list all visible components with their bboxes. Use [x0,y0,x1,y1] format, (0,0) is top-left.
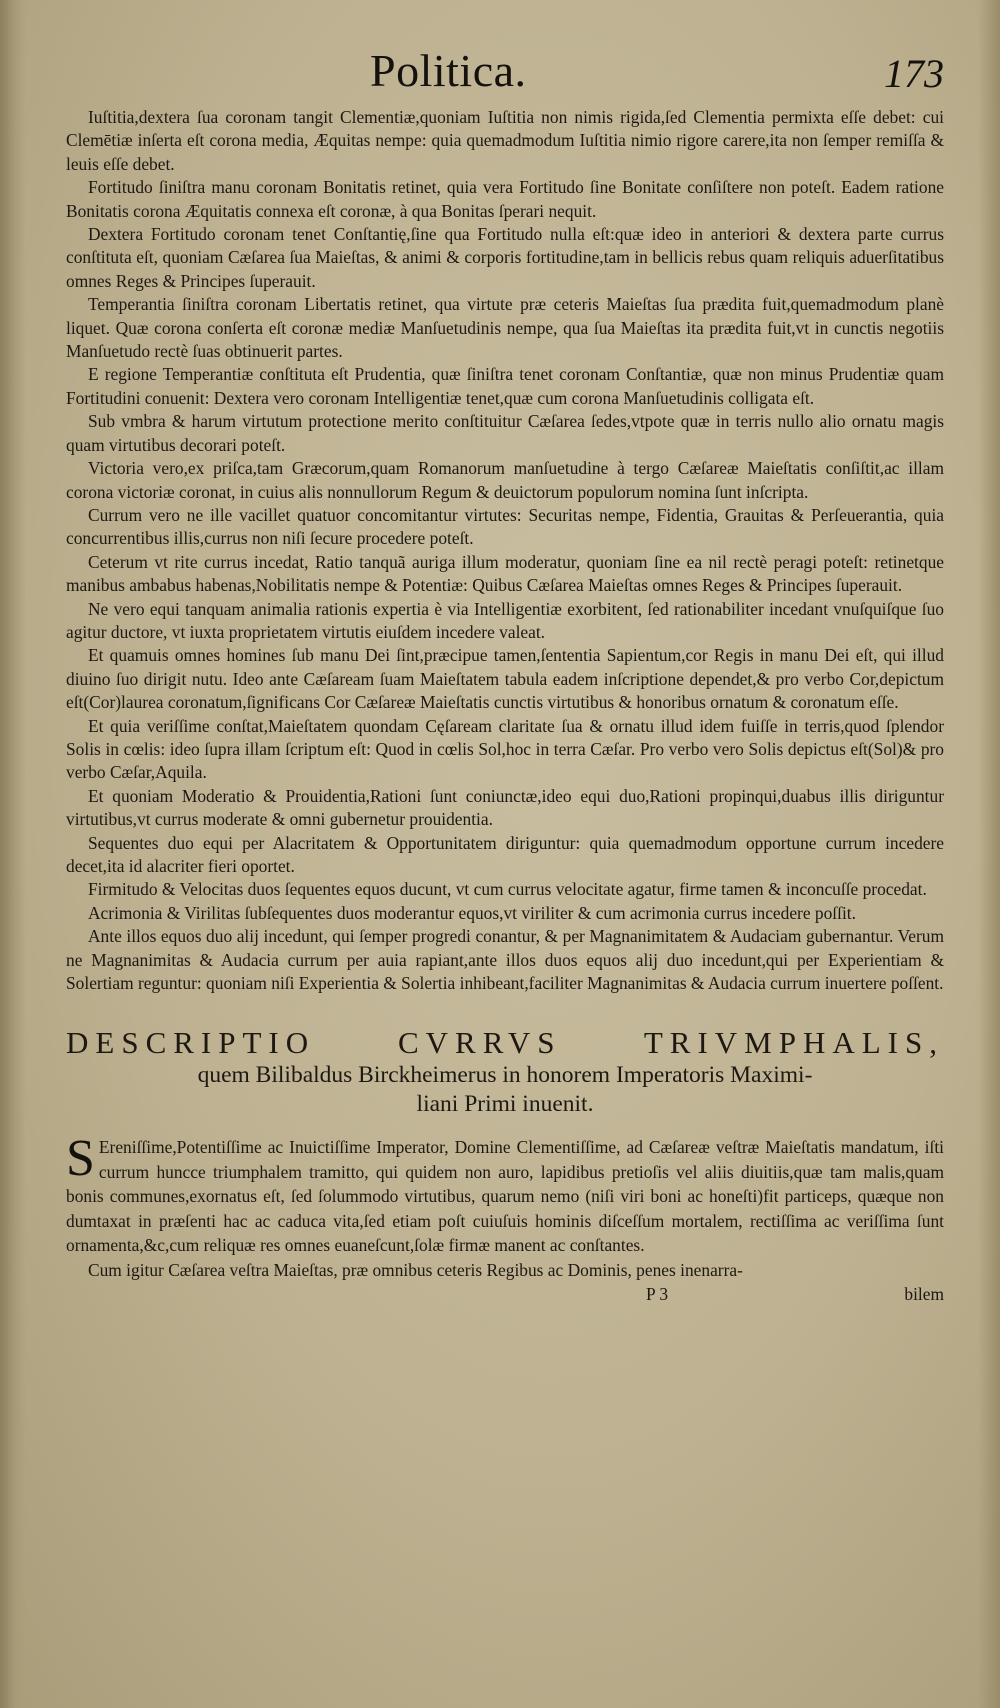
letter-paragraph-1 [66,1130,944,1258]
signature-mark: P 3 [646,1284,669,1305]
paragraph: Fortitudo ſiniſtra manu coronam Bonitatis retinet, quia vera Fortitudo ſine Bonitate conſiſtere non poteſt. Eadem ratione Bonitatis corona Æquitatis connexa eſt coronæ, à qua Bonitas ſperari nequit. [66,177,944,221]
paragraph: Firmitudo & Velocitas duos ſequentes equos ducunt, vt cum currus velocitate agatur, firme tamen & inconcuſſe procedat. [88,879,927,900]
paragraph: Dextera Fortitudo coronam tenet Conſtantię,ſine qua Fortitudo nulla eſt:quæ ideo in anteriori & dextera parte currus conſtituta eſt, quoniam Cæſarea ſua Maieſtas, & animi & corporis fortitudine,tam in bellicis rebus quam reliquis aduerſitatibus omnes Reges & Principes ſuperauit. [66,224,944,291]
section-title: DESCRIPTIO CVRRVS TRIVMPHALIS, [66,1025,944,1061]
paragraph: Victoria vero,ex priſca,tam Græcorum,quam Romanorum manſuetudine à tergo Cæſareæ Maieſtatis conſiſtit,ac illam corona victoriæ coronat, in cuius alis nonnullorum Regum & deuictorum populorum nomina ſunt inſcripta. [66,458,944,502]
page-header [66,44,944,106]
paragraph: Ceterum vt rite currus incedat, Ratio tanquã auriga illum moderatur, quoniam ſine ea nil rectè peragi poteſt: retinetque manibus ambabus habenas,Nobilitatis nempe & Potentiæ: Quibus Cæſarea Maieſtas omnes Reges & Principes ſuperauit. [66,551,944,596]
paragraph: Acrimonia & Virilitas ſubſequentes duos moderantur equos,vt viriliter & cum acrimonia currus incedere poſſit. [88,902,856,923]
paragraph: Et quoniam Moderatio & Prouidentia,Rationi ſunt coniunctæ,ideo equi duo,Rationi propinqui,duabus illis diriguntur virtutibus,vt currus moderate & omni gubernetur prouidentia. [66,785,944,830]
paragraph: Temperantia ſiniſtra coronam Libertatis retinet, qua virtute præ ceteris Maieſtas ſua prædita fuit,quemadmodum planè liquet. Quæ corona conſerta eſt coronæ mediæ Manſuetudinis nempe, qua ſua Maieſtas ita prædita fuit,vt in cunctis negotiis Manſuetudo rectè ſuas obtinuerit partes. [66,294,944,362]
section-heading [66,1025,944,1119]
paragraph: Currum vero ne ille vacillet quatuor concomitantur virtutes: Securitas nempe, Fidentia, Grauitas & Perſeuerantia, quia concurrentibus illis,currus non niſi ſecure procedere poteſt. [66,504,944,549]
running-title: Politica. [370,45,527,96]
page-edge-right [978,0,1000,1708]
catchword: bilem [904,1284,944,1305]
drop-cap: S [66,1130,95,1188]
section-subtitle-line-2: liani Primi inuenit. [416,1091,594,1118]
paragraph: Et quamuis omnes homines ſub manu Dei ſint,præcipue tamen,ſententia Sapientum,cor Regis in manu Dei eſt, qui illud diuino ſuo dirigit nutu. Ideo ante Cæſaream ſuam Maieſtatem tabula eadem inſcriptione dependet,& pro verbo Cor,depictum eſt(Cor)laurea coronatum,ſignificans Cor Cæſareæ Maieſtatis cunctis virtutibus & honoribus ornatum & coronatum eſſe. [66,645,944,713]
letter-text [66,1130,944,1282]
page-number: 173 [884,51,944,96]
page-content [66,44,944,1310]
section-subtitle-line-1: quem Bilibaldus Birckheimerus in honorem Imperatoris Maximi- [197,1062,813,1089]
footer-line [66,1284,944,1310]
body-text [66,106,944,995]
paragraph: E regione Temperantiæ conſtituta eſt Prudentia, quæ ſiniſtra tenet coronam Conſtantiæ, quæ non minus Prudentiæ quam Fortitudini conuenit: Dextera vero coronam Intelligentiæ tenet,quæ cum corona Manſuetudinis colligata eſt. [66,364,944,408]
paragraph: Sub vmbra & harum virtutum protectione merito conſtituitur Cæſarea ſedes,vtpote quæ in terris nullo alio ornatu magis quam virtutibus decorari poteſt. [66,411,944,455]
paragraph: Et quia veriſſime conſtat,Maieſtatem quondam Cęſaream claritate ſua & ornatu illud idem fuiſſe in terris,quod ſplendor Solis in cœlis: ideo ſupra illam ſcriptum eſt: Quod in cœlis Sol,hoc in terra Cæſar. Pro verbo vero Solis depictus eſt(Sol)& pro verbo Cæſar,Aquila. [66,715,944,783]
paragraph: Ante illos equos duo alij incedunt, qui ſemper progredi conantur, & per Magnanimitatem & Audaciam gubernantur. Verum ne Magnanimitas & Audacia currum per auia rapiant,ante illos duos equos alij duo incedunt,qui per Experientiam & Solertiam reguntur: quoniam niſi Experientia & Solertia inhibeant,faciliter Magnanimitas & Audacia currum inuertere poſſent. [66,926,944,994]
paragraph: Sequentes duo equi per Alacritatem & Opportunitatem diriguntur: quia quemadmodum opportune currum incedere decet,ita id alacriter fieri oportet. [66,832,944,876]
letter-paragraph-1-text: Ereniſſime,Potentiſſime ac Inuictiſſime Imperator, Domine Clementiſſime, ad Cæſareæ veſtræ Maieſtatis mandatum, iſti currum huncce triumphalem tramitto, qui quidem non auro, lapidibus pretioſis vel aliis diuitiis,quæ tam malis,quam bonis communes,exornatus eſt, ſed ſolummodo virtutibus, quarum nemo (niſi viri boni ac honeſti)fit particeps, quæque non dumtaxat in præſenti hac ac caduca vita,ſed etiam poſt cuiuſuis hominis diſceſſum mortalem, rectiſſima ac veriſſima ſunt ornamenta,&c,cum reliquæ res omnes euaneſcunt,ſolæ firmæ manent ac conſtantes. [66,1137,944,1256]
page-edge-left [0,0,26,1708]
letter-paragraph-2: Cum igitur Cæſarea veſtra Maieſtas, præ omnibus ceteris Regibus ac Dominis, penes inenarra- [88,1259,743,1280]
paragraph: Iuſtitia,dextera ſua coronam tangit Clementiæ,quoniam Iuſtitia non nimis rigida,ſed Clementia permixta eſſe debet: cui Clemētiæ inſerta eſt corona media, Æquitas nempe: quia quemadmodum Iuſtitia nimio rigore carere,ita non ſemper remiſſa & leuis eſſe debet. [66,107,944,174]
paragraph: Ne vero equi tanquam animalia rationis expertia è via Intelligentiæ exorbitent, ſed rationabiliter incedant vnuſquiſque ſuo agitur ductore, vt iuxta proprietatem virtutis eiuſdem incedere valeat. [66,598,944,642]
